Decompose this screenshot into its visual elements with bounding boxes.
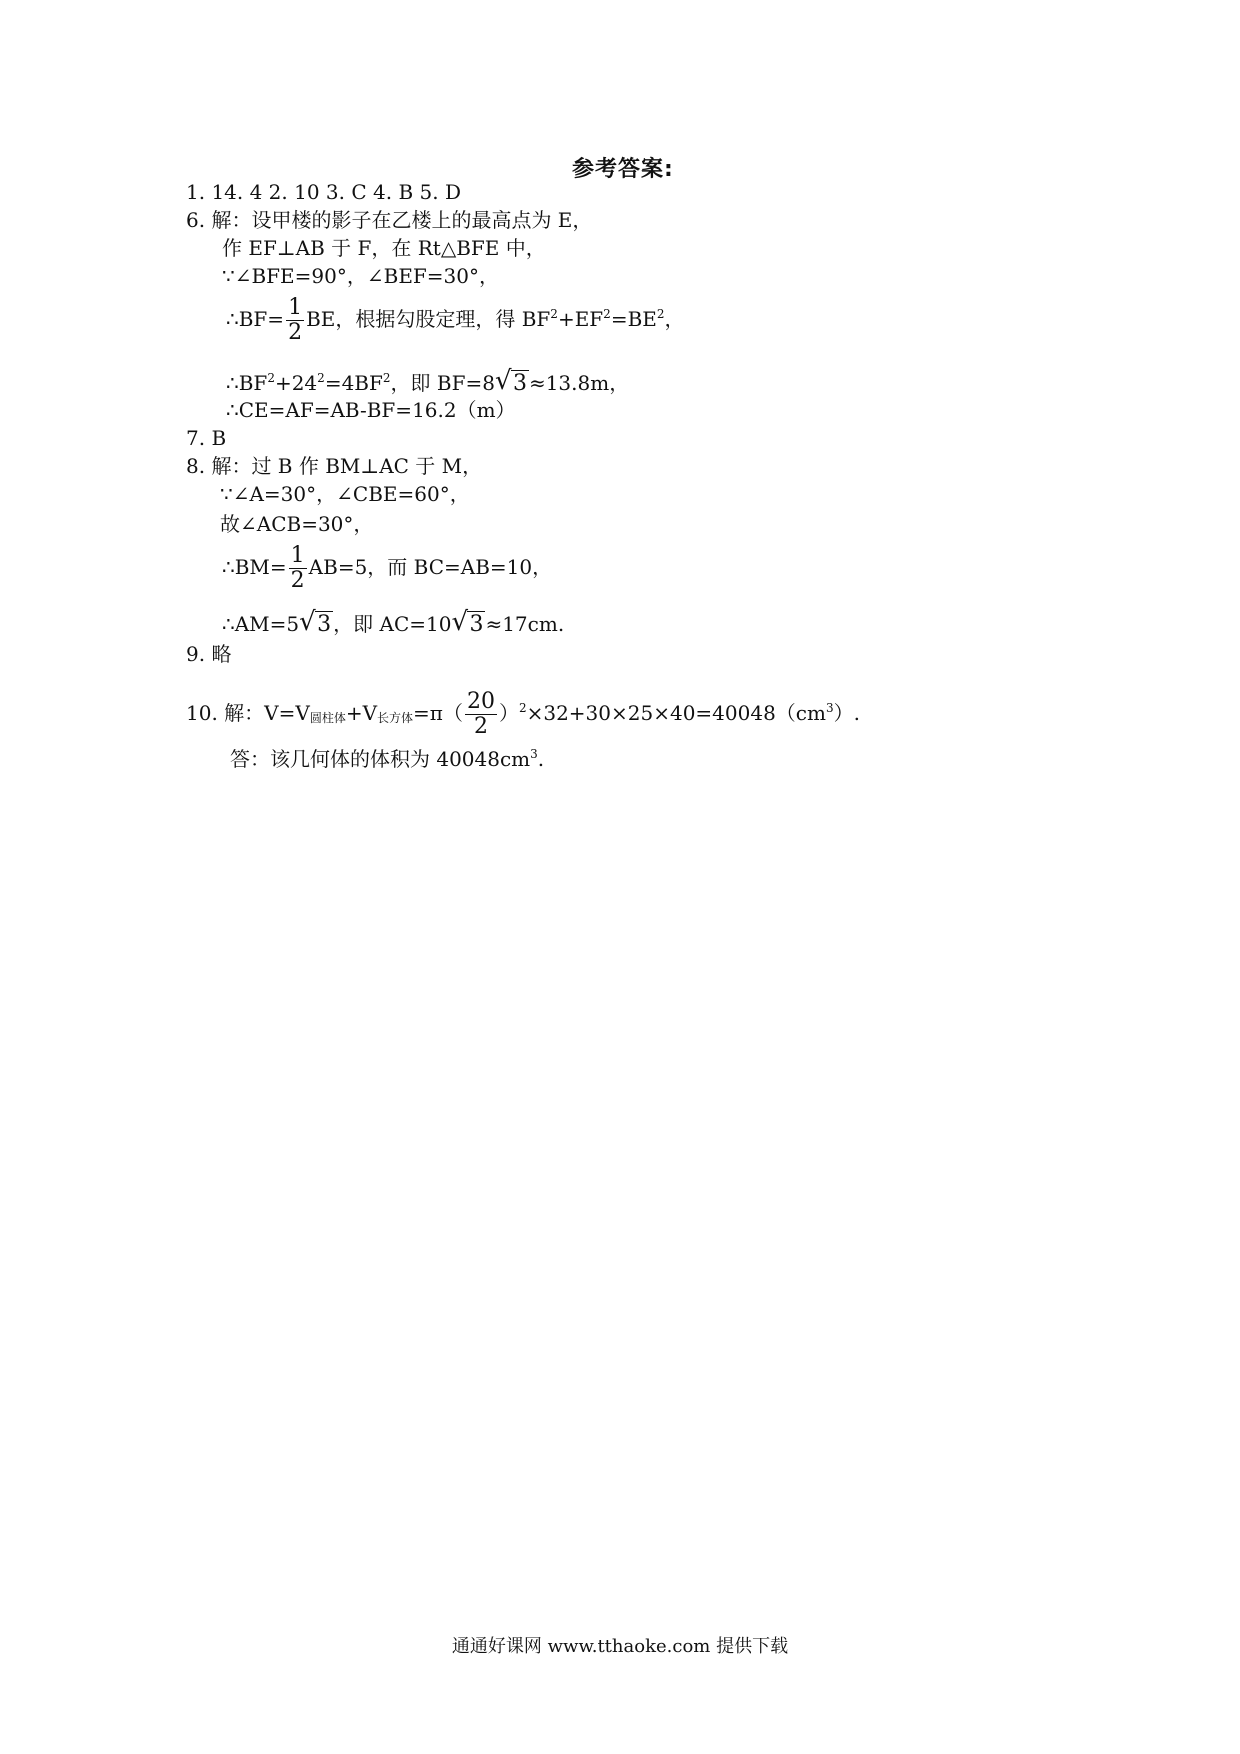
square-root: √ 3 [451, 607, 484, 637]
q6-line-3: ∵∠BFE=90°，∠BEF=30°， [222, 264, 500, 288]
q8-line-4: ∴BM= $\frac{1}{2}$ AB=5，而 BC=AB=10， [222, 543, 553, 593]
q10-answer: 答：该几何体的体积为 $40048cm^3$. [230, 747, 545, 771]
answer-7: 7. B [186, 426, 227, 450]
q8-line-2: ∵∠A=30°，∠CBE=60°， [220, 482, 470, 506]
square-root: √ 3 [494, 366, 527, 396]
q8-line-3: 故∠ACB=30°， [220, 512, 374, 536]
answer-9: 9. 略 [186, 642, 232, 666]
q6-line-5: $\therefore BF^2+24^2=4BF^2$，即 BF=8 √ 3 ≈13.8m， [226, 366, 630, 396]
q6-line-4: ∴BF= $\frac{1}{2}$ BE，根据勾股定理，得 $BF^2+EF^2=BE^2$， [226, 295, 685, 345]
q6-line-6: ∴CE=AF=AB-BF=16.2（m） [226, 398, 516, 422]
page-title: 参考答案: [572, 157, 674, 182]
q6-line-2: 作 EF⊥AB 于 F，在 Rt△BFE 中， [222, 236, 546, 260]
fraction: $\frac{1}{2}$ [290, 543, 305, 593]
q10-line-1: 10. 解：V=V圆柱体+V长方体=π（ $\frac{20}{2}$ ）$^2\times 32+30\times 25\times 40=40048(cm^3)$. [186, 689, 860, 739]
footer-source: 通通好课网 www.tthaoke.com 提供下载 [451, 1636, 789, 1657]
q8-line-5: ∴AM=5 √ 3 ，即 AC=10 √ 3 ≈17cm. [222, 607, 565, 637]
answers-1-5: 1. 14. 4 2. 10 3. C 4. B 5. D [186, 180, 461, 204]
fraction: $\frac{20}{2}$ [466, 689, 495, 739]
q8-line-1: 8. 解：过 B 作 BM⊥AC 于 M， [186, 454, 483, 478]
fraction: $\frac{1}{2}$ [288, 295, 303, 345]
square-root: √ 3 [299, 607, 332, 637]
q6-line-1: 6. 解：设甲楼的影子在乙楼上的最高点为 E， [186, 208, 593, 232]
